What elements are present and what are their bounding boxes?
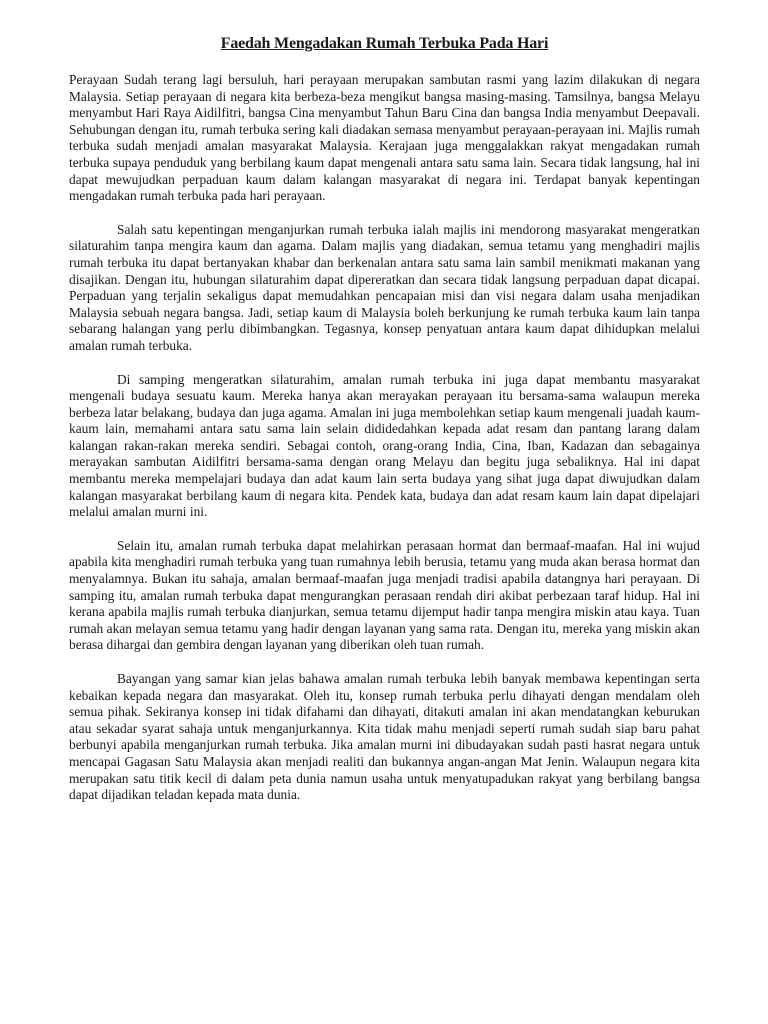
paragraph-conclusion: Bayangan yang samar kian jelas bahawa amalan rumah terbuka lebih banyak membawa kepentingan serta kebaikan kepada negara dan masyarakat. Oleh itu, konsep rumah terbuka perlu dihayati dengan mendalam oleh semua pihak. Sekiranya konsep ini tidak difahami dan dihayati, ditakuti amalan ini akan mendatangkan keburukan atau sekadar syarat sahaja untuk menganjurkannya. Kita tidak mahu menjadi seperti rumah sudah siap baru pahat berbunyi apabila menganjurkan rumah terbuka. Jika amalan murni ini dibudayakan sudah pasti hasrat negara untuk mencapai Gagasan Satu Malaysia akan menjadi realiti dan bukannya angan-angan Mat Jenin. Walaupun negara kita merupakan satu titik kecil di dalam peta dunia namun usaha untuk menyatupadukan rakyat yang berbilang bangsa dapat dijadikan teladan kepada mata dunia. — [69, 671, 700, 803]
paragraph-hormat: Selain itu, amalan rumah terbuka dapat melahirkan perasaan hormat dan bermaaf-maafan. Hal ini wujud apabila kita menghadiri rumah terbuka yang tuan rumahnya lebih berusia, tetamu yang muda akan berasa hormat dan menyalamnya. Bukan itu sahaja, amalan bermaaf-maafan juga menjadi tradisi apabila datangnya hari perayaan. Di samping itu, amalan rumah terbuka dapat mengurangkan perasaan rendah diri akibat perbezaan taraf hidup. Hal ini kerana apabila majlis rumah terbuka dianjurkan, semua tetamu dijemput hadir tanpa mengira miskin atau kaya. Tuan rumah akan melayan semua tetamu yang hadir dengan layanan yang sama rata. Dengan itu, mereka yang miskin akan berasa dihargai dan gembira dengan layanan yang diberikan oleh tuan rumah. — [69, 537, 700, 653]
paragraph-intro: Perayaan Sudah terang lagi bersuluh, hari perayaan merupakan sambutan rasmi yang lazim dilakukan di negara Malaysia. Setiap perayaan di negara kita berbeza-beza mengikut bangsa masing-masing. Tamsilnya, bangsa Melayu menyambut Hari Raya Aidilfitri, bangsa Cina menyambut Tahun Baru Cina dan bangsa India menyambut Deepavali. Sehubungan dengan itu, rumah terbuka sering kali diadakan semasa menyambut perayaan-perayaan ini. Majlis rumah terbuka sudah menjadi amalan masyarakat Malaysia. Kerajaan juga menggalakkan rakyat mengadakan rumah terbuka supaya penduduk yang berbilang kaum dapat mengenali antara satu sama lain. Secara tidak langsung, hal ini dapat mewujudkan perpaduan kaum dalam kalangan masyarakat di negara ini. Terdapat banyak kepentingan mengadakan rumah terbuka pada hari perayaan. — [69, 72, 700, 204]
document-title: Faedah Mengadakan Rumah Terbuka Pada Hari — [220, 35, 549, 52]
paragraph-silaturahim: Salah satu kepentingan menganjurkan rumah terbuka ialah majlis ini mendorong masyarakat mengeratkan silaturahim tanpa mengira kaum dan agama. Dalam majlis yang diadakan, semua tetamu yang menghadiri majlis rumah terbuka itu dapat bertanyakan khabar dan berkenalan antara satu sama lain sambil menikmati makanan yang disajikan. Dengan itu, hubungan silaturahim dapat dipereratkan dan secara tidak langsung perpaduan dapat dicapai. Perpaduan yang terjalin sekaligus dapat memudahkan pencapaian misi dan visi negara dalam usaha menjadikan Malaysia sebuah negara bangsa. Jadi, setiap kaum di Malaysia boleh berkunjung ke rumah terbuka kaum lain tanpa sebarang halangan yang perlu dibimbangkan. Tegasnya, konsep penyatuan antara kaum dapat dihidupkan melalui amalan rumah terbuka. — [69, 221, 700, 353]
paragraph-budaya: Di samping mengeratkan silaturahim, amalan rumah terbuka ini juga dapat membantu masyarakat mengenali budaya sesuatu kaum. Mereka hanya akan merayakan perayaan itu bersama-sama walaupun mereka berbeza latar belakang, budaya dan juga agama. Amalan ini juga membolehkan setiap kaum mengenali juadah kaum-kaum lain, memahami antara satu sama lain selain dididedahkan kepada adat resam dan pantang larang dalam kalangan rakan-rakan mereka sendiri. Sebagai contoh, orang-orang India, Cina, Iban, Kadazan dan sebagainya merayakan sambutan Aidilfitri bersama-sama dengan orang Melayu dan begitu juga sebaliknya. Hal ini dapat membantu mereka mempelajari budaya dan adat kaum lain serta budaya yang sihat juga dapat diwujudkan dalam kalangan masyarakat berbilang kaum di negara kita. Pendek kata, budaya dan adat resam kaum lain dapat dipelajari melalui amalan murni ini. — [69, 371, 700, 520]
document-page — [69, 34, 700, 821]
